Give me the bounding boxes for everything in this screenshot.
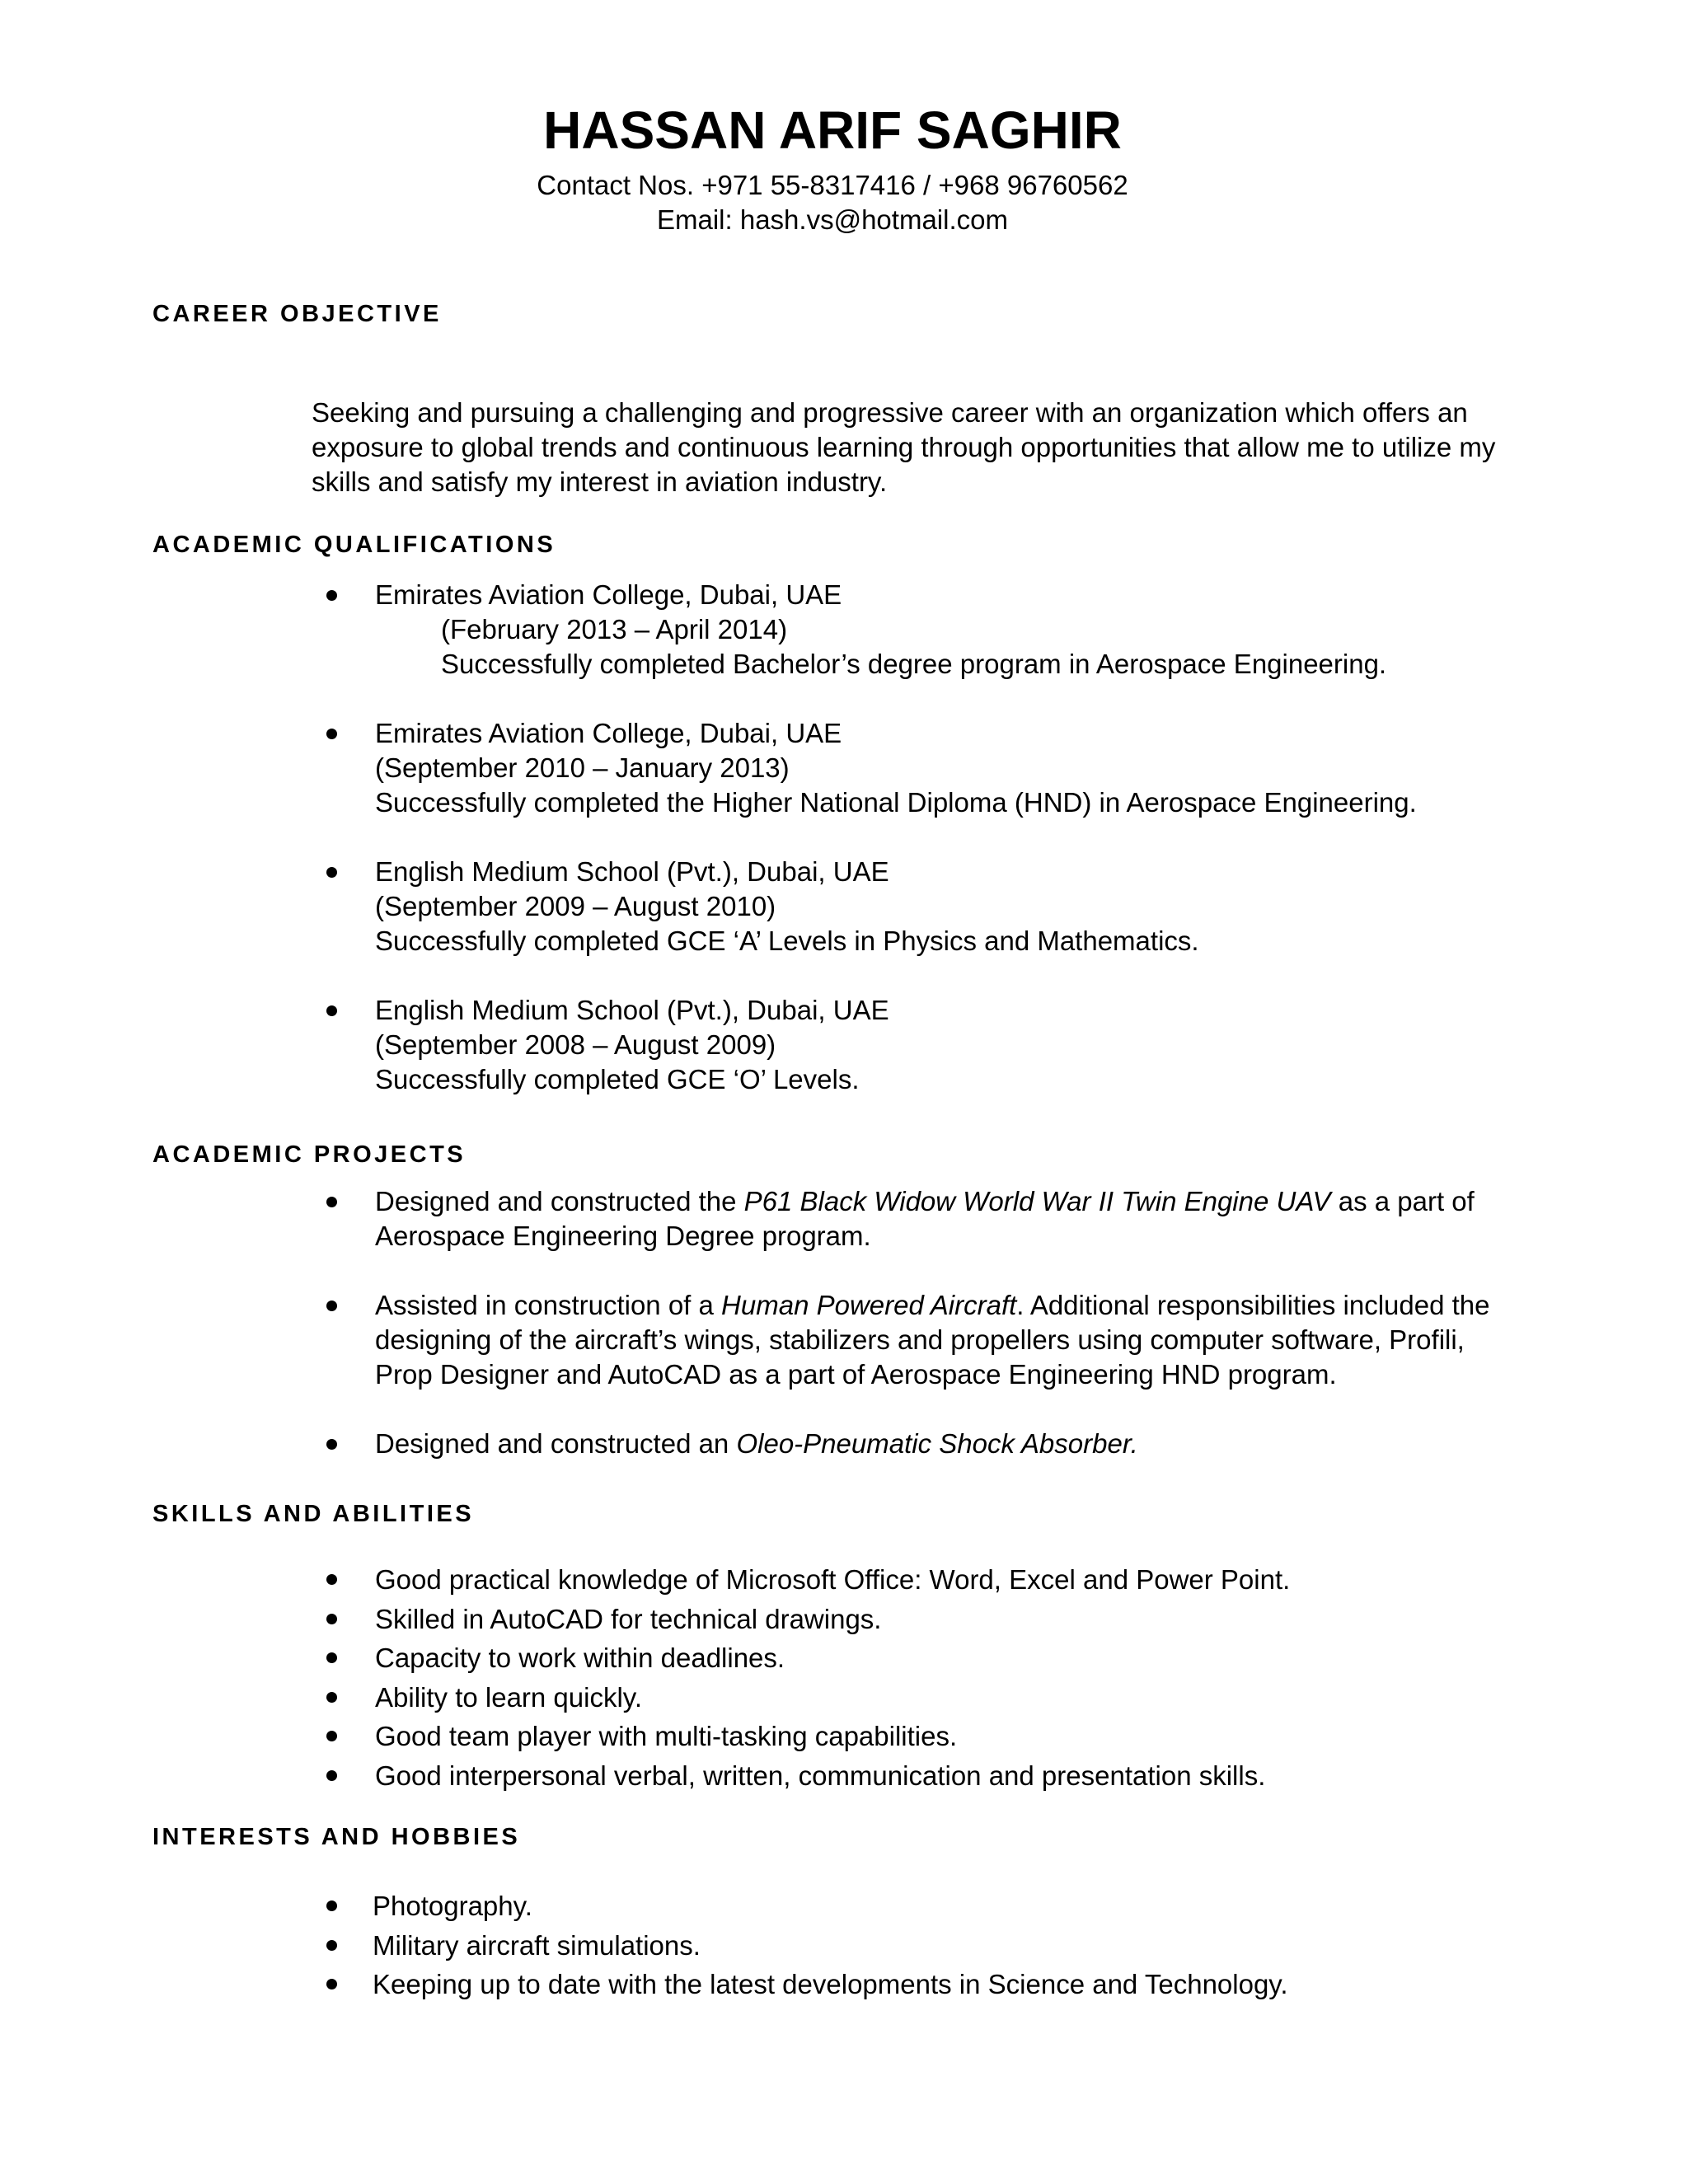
bullet-icon <box>326 1439 337 1450</box>
interests-list <box>0 1886 1688 2004</box>
skill-text: Good interpersonal verbal, written, communication and presentation skills. <box>375 1760 1266 1791</box>
list-item <box>0 1427 1688 1461</box>
detail: Successfully completed GCE ‘A’ Levels in Physics and Mathematics. <box>375 926 1199 956</box>
project-text <box>375 1184 1512 1254</box>
list-item <box>0 1756 1688 1796</box>
bullet-icon <box>326 1692 337 1703</box>
list-item <box>0 855 1688 958</box>
bullet-icon <box>326 1301 337 1311</box>
interest-text: Military aircraft simulations. <box>373 1929 701 1961</box>
bullet-icon <box>326 1197 337 1207</box>
skill-text: Skilled in AutoCAD for technical drawings. <box>375 1603 882 1634</box>
academic-projects-heading: ACADEMIC PROJECTS <box>152 1141 467 1168</box>
interest-text: Photography. <box>373 1891 532 1921</box>
detail: Successfully completed Bachelor’s degree program in Aerospace Engineering. <box>441 649 1387 679</box>
skill-text: Ability to learn quickly. <box>375 1681 643 1713</box>
project-text-part: Designed and constructed an <box>375 1428 737 1459</box>
project-title: P61 Black Widow World War II Twin Engine UAV <box>743 1186 1331 1216</box>
bullet-icon <box>326 1900 337 1911</box>
academic-projects-list <box>0 1184 1688 1461</box>
career-objective-heading: CAREER OBJECTIVE <box>152 301 442 327</box>
bullet-icon <box>326 1940 337 1951</box>
list-item <box>0 716 1688 820</box>
institution: Emirates Aviation College, Dubai, UAE <box>375 579 842 610</box>
period: (September 2008 – August 2009) <box>375 1029 776 1060</box>
project-text-part: . Additional responsibilities included the designing of the aircraft’s wings, stabilizers and propellers using computer software, Profili, Prop Designer and AutoCAD as a part of Aerospace Engineering HND program. <box>375 1290 1490 1390</box>
email-address: Email: hash.vs@hotmail.com <box>657 204 1008 235</box>
list-item <box>0 1560 1688 1600</box>
skill-text: Good team player with multi-tasking capabilities. <box>375 1721 958 1751</box>
list-item <box>0 1926 1688 1966</box>
project-text <box>375 1288 1512 1392</box>
list-item <box>0 1638 1688 1678</box>
list-item <box>0 578 1688 682</box>
bullet-icon <box>326 1770 337 1781</box>
bullet-icon <box>326 1731 337 1741</box>
list-item <box>0 1678 1688 1718</box>
bullet-icon <box>326 867 337 878</box>
project-title: Human Powered Aircraft <box>721 1290 1017 1320</box>
bullet-icon <box>326 1979 337 1990</box>
period: (September 2010 – January 2013) <box>375 752 790 783</box>
bullet-icon <box>326 1574 337 1585</box>
bullet-icon <box>326 1652 337 1663</box>
skills-heading: SKILLS AND ABILITIES <box>152 1501 475 1527</box>
project-text-part: as a part of Aerospace Engineering Degree program. <box>375 1186 1475 1251</box>
project-text-part: Assisted in construction of a <box>375 1290 722 1320</box>
skills-list <box>0 1560 1688 1795</box>
bullet-icon <box>326 1614 337 1624</box>
skill-text: Good practical knowledge of Microsoft Office: Word, Excel and Power Point. <box>375 1564 1291 1595</box>
interest-text: Keeping up to date with the latest developments in Science and Technology. <box>373 1969 1288 1999</box>
bullet-icon <box>326 590 337 601</box>
project-text <box>375 1427 1512 1461</box>
interests-heading: INTERESTS AND HOBBIES <box>152 1824 521 1850</box>
list-item <box>0 1184 1688 1254</box>
project-title: Oleo-Pneumatic Shock Absorber. <box>736 1428 1138 1459</box>
academic-qualifications-heading: ACADEMIC QUALIFICATIONS <box>152 532 556 558</box>
career-objective-text: Seeking and pursuing a challenging and progressive career with an organization which offers an exposure to global trends and continuous learning through opportunities that allow me to utilize my skills and satisfy my interest in aviation industry. <box>312 397 1496 497</box>
detail: Successfully completed the Higher National Diploma (HND) in Aerospace Engineering. <box>375 787 1417 818</box>
skill-text: Capacity to work within deadlines. <box>375 1643 785 1673</box>
institution: English Medium School (Pvt.), Dubai, UAE <box>375 995 889 1025</box>
academic-qualifications-list <box>0 578 1688 1097</box>
resume-header <box>0 97 1665 237</box>
period: (February 2013 – April 2014) <box>441 614 788 644</box>
list-item <box>0 1886 1688 1926</box>
institution: English Medium School (Pvt.), Dubai, UAE <box>375 856 889 887</box>
list-item <box>0 993 1688 1097</box>
project-text-part: Designed and constructed the <box>375 1186 744 1216</box>
candidate-name: HASSAN ARIF SAGHIR <box>543 101 1122 160</box>
period: (September 2009 – August 2010) <box>375 891 776 921</box>
list-item <box>0 1965 1688 2004</box>
list-item <box>0 1288 1688 1392</box>
bullet-icon <box>326 1005 337 1016</box>
list-item <box>0 1600 1688 1639</box>
institution: Emirates Aviation College, Dubai, UAE <box>375 718 842 748</box>
bullet-icon <box>326 729 337 739</box>
list-item <box>0 1717 1688 1756</box>
detail: Successfully completed GCE ‘O’ Levels. <box>375 1064 860 1094</box>
contact-numbers: Contact Nos. +971 55-8317416 / +968 96760562 <box>537 170 1128 200</box>
